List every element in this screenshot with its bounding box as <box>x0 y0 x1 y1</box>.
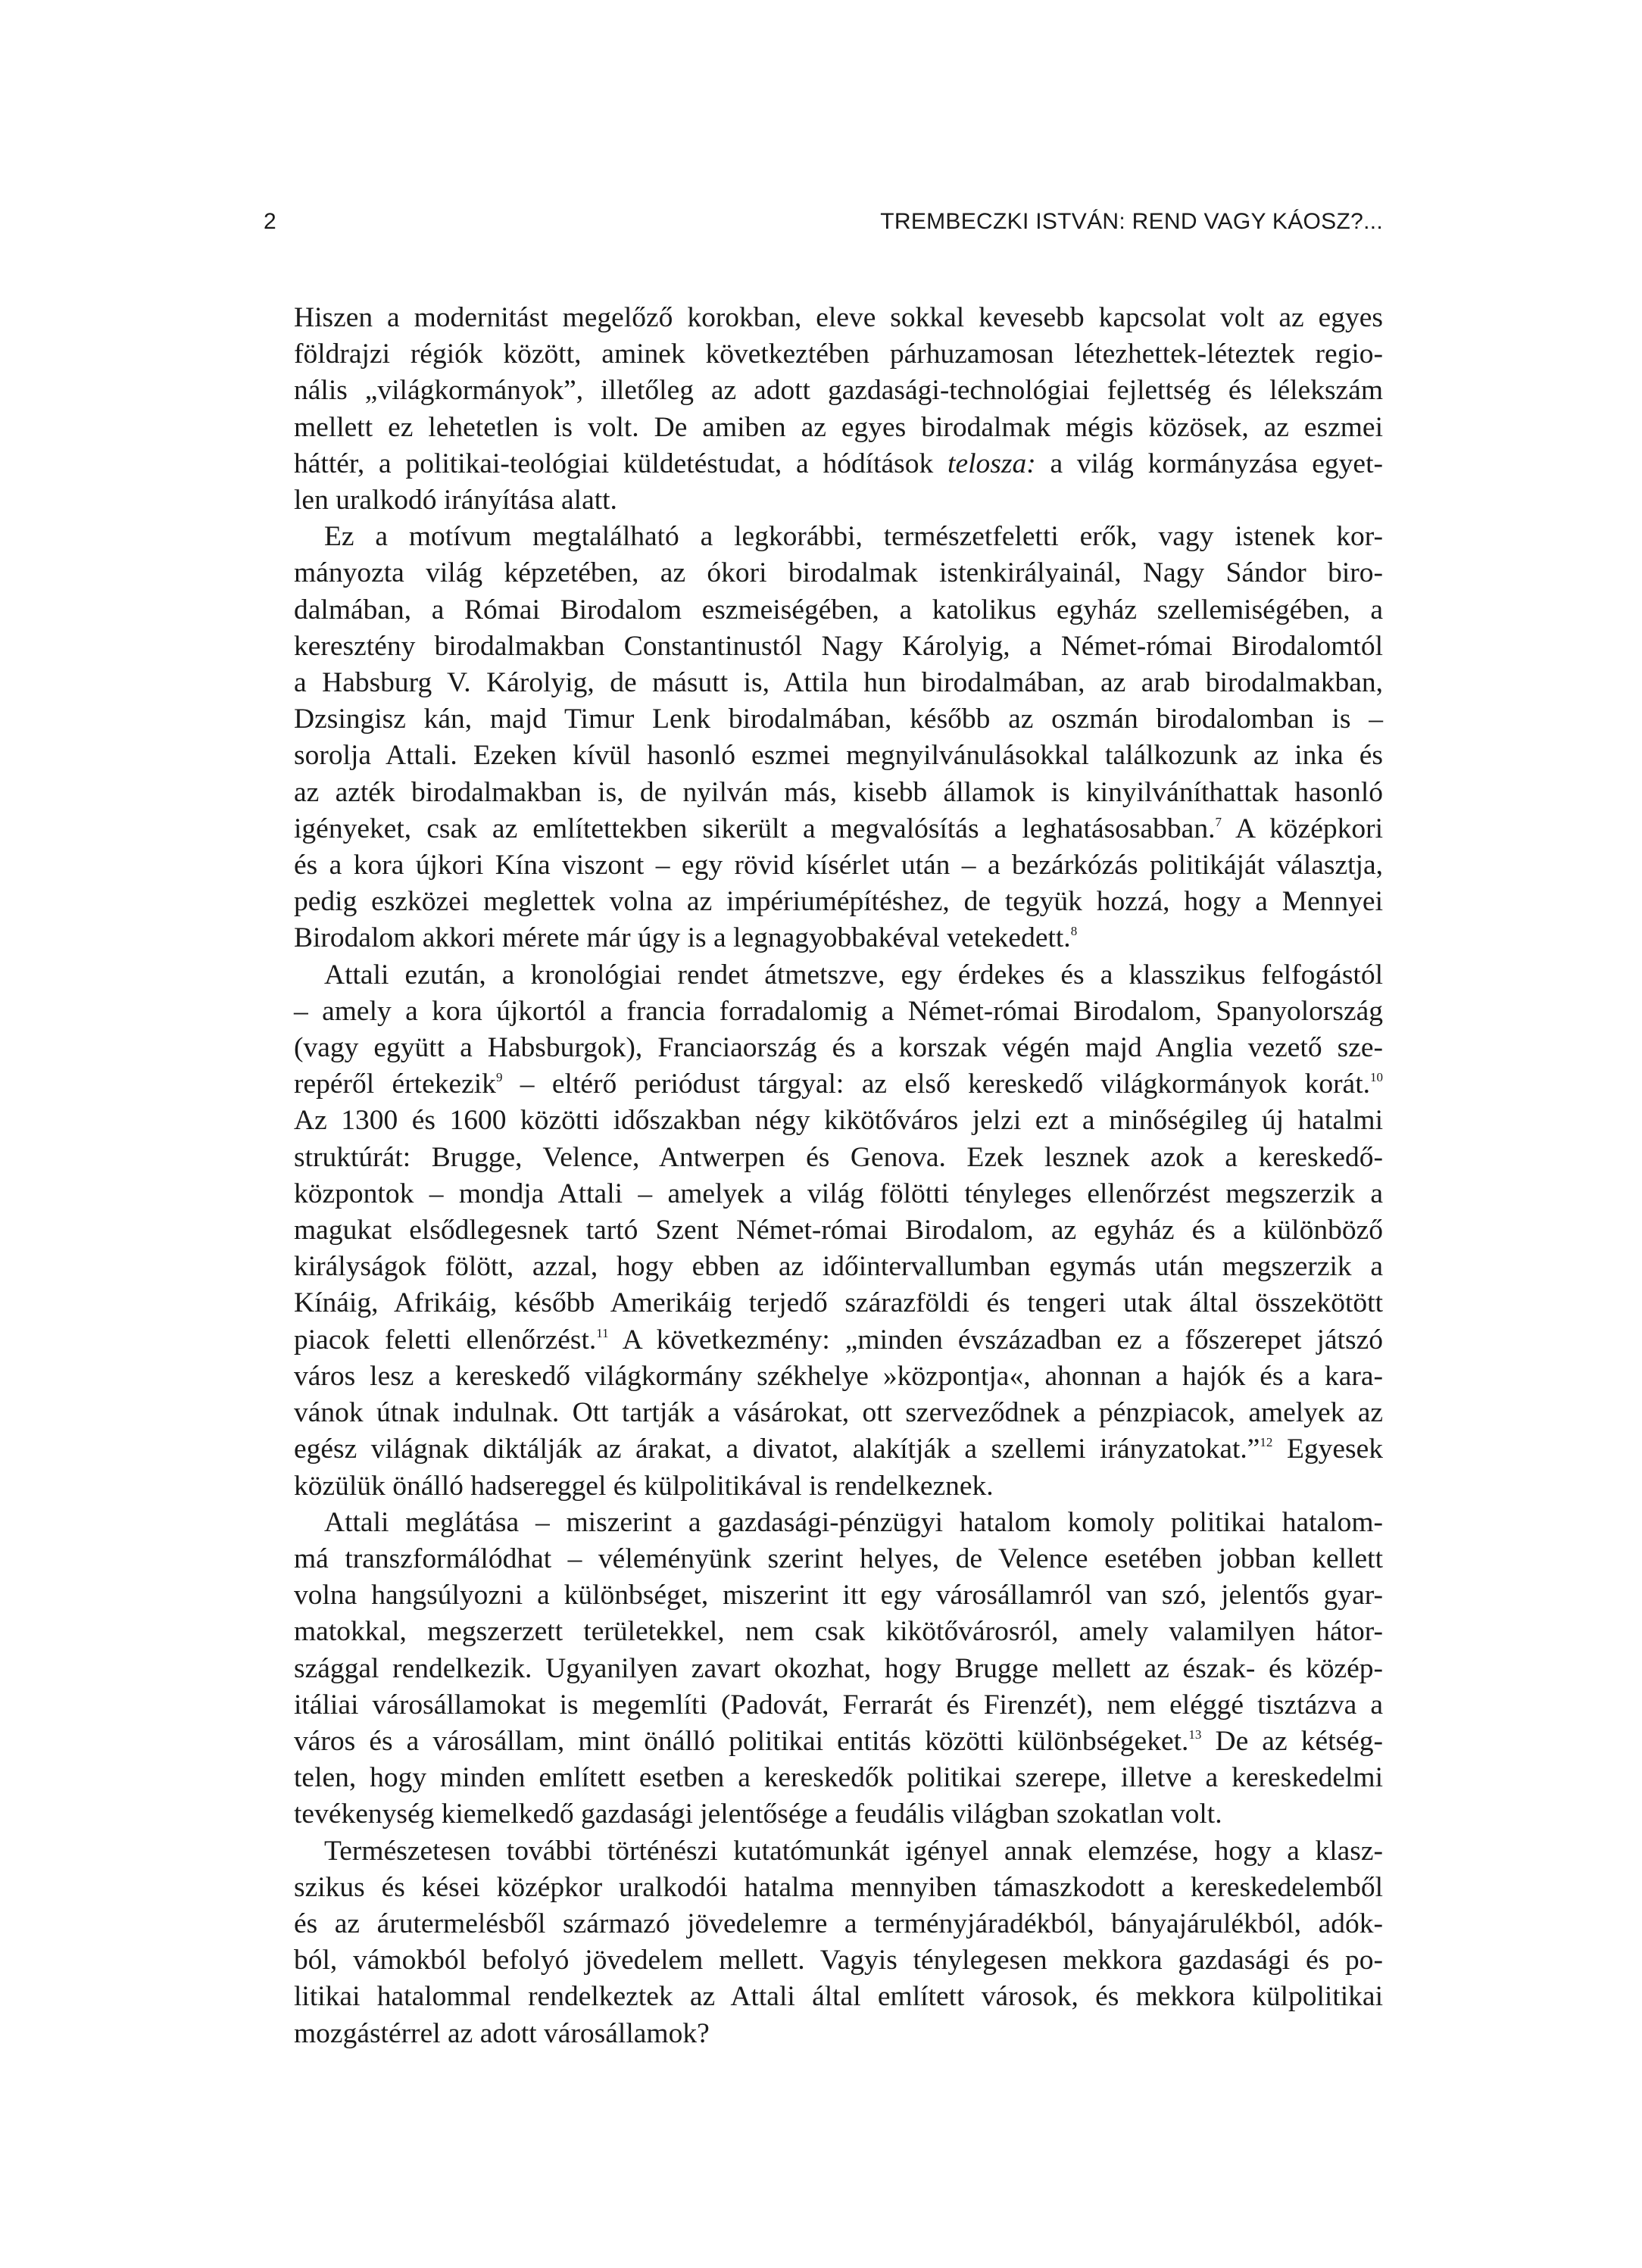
paragraph-1 <box>264 300 1383 519</box>
text-line: város lesz a kereskedő világkormány székhelye »központja«, ahonnan a hajók és a kara- <box>294 1360 1383 1392</box>
text-line: keresztény birodalmakban Constantinustól Nagy Károlyig, a Német-római Birodalomtól <box>294 630 1383 662</box>
text-line: len uralkodó irányítása alatt. <box>294 485 617 516</box>
text-line: tevékenység kiemelkedő gazdasági jelentősége a feudális világban szokatlan volt. <box>294 1798 1222 1830</box>
text-line: város és a városállam, mint önálló politikai entitás közötti különbségeket.$^{13}$ De az kétség- <box>294 1725 1383 1757</box>
text-line: az azték birodalmakban is, de nyilván más, kisebb államok is kinyilváníthattak hasonló <box>294 776 1383 808</box>
text-line: Hiszen a modernitást megelőző korokban, eleve sokkal kevesebb kapcsolat volt az egyes <box>294 302 1383 333</box>
footnote-ref: 7 <box>1215 814 1222 829</box>
text-line: dalmában, a Római Birodalom eszmeiségében, a katolikus egyház szellemiségében, a <box>294 594 1383 625</box>
text-line: a Habsburg V. Károlyig, de másutt is, Attila hun birodalmában, az arab birodalmakban, <box>294 667 1383 699</box>
text-line: má transzformálódhat – véleményünk szerint helyes, de Velence esetében jobban kellett <box>294 1543 1383 1574</box>
text-line: mányozta világ képzetében, az ókori birodalmak istenkirályainál, Nagy Sándor biro- <box>294 557 1383 589</box>
page-number: 2 <box>264 209 276 234</box>
text-line: szikus és kései középkor uralkodói hatalma mennyiben támaszkodott a kereskedelemből <box>294 1871 1383 1903</box>
running-head: TREMBECZKI ISTVÁN: REND VAGY KÁOSZ?... <box>880 209 1383 234</box>
text-line: ból, vámokból befolyó jövedelem mellett. Vagyis ténylegesen mekkora gazdasági és po- <box>294 1945 1383 1976</box>
text-line: piacok feletti ellenőrzést.$^{11}$ A következmény: „minden évszázadban ez a főszerepet játszó <box>294 1324 1383 1355</box>
text-line: közülük önálló hadsereggel és külpolitikával is rendelkeznek. <box>294 1470 994 1502</box>
text-line: Dzsingisz kán, majd Timur Lenk birodalmában, később az oszmán birodalomban is – <box>294 703 1383 735</box>
text-line: központok – mondja Attali – amelyek a világ fölötti tényleges ellenőrzést megszerzik a <box>294 1178 1383 1209</box>
text-line: repéről értekezik$^9$ – eltérő periódust tárgyal: az első kereskedő világkormányok korát.$^{10}$ <box>294 1068 1383 1100</box>
text-line: (vagy együtt a Habsburgok), Franciaország és a korszak végén majd Anglia vezető sze- <box>294 1032 1383 1064</box>
text-line: volna hangsúlyozni a különbséget, miszerint itt egy városállamról van szó, jelentős gyar- <box>294 1580 1383 1611</box>
text-line: Az 1300 és 1600 közötti időszakban négy kikötőváros jelzi ezt a minőségileg új hatalmi <box>294 1105 1383 1137</box>
paragraph-5 <box>264 1833 1383 2052</box>
text-line: mellett ez lehetetlen is volt. De amiben az egyes birodalmak mégis közösek, az eszmei <box>294 411 1383 443</box>
text-line: királyságok fölött, azzal, hogy ebben az időintervallumban egymás után megszerzik a <box>294 1251 1383 1283</box>
text-line: földrajzi régiók között, aminek következtében párhuzamosan létezhettek-léteztek regio- <box>294 338 1383 370</box>
footnote-ref: 12 <box>1260 1435 1273 1450</box>
text-line: vánok útnak indulnak. Ott tartják a vásárokat, ott szerveződnek a pénzpiacok, amelyek az <box>294 1397 1383 1429</box>
footnote-ref: 11 <box>596 1325 609 1340</box>
text-line: Ez a motívum megtalálható a legkorábbi, természetfeletti erők, vagy istenek kor- <box>324 521 1383 553</box>
text-line: Birodalom akkori mérete már úgy is a legnagyobbakéval vetekedett.$^8$ <box>294 922 1078 954</box>
text-line: struktúrát: Brugge, Velence, Antwerpen és Genova. Ezek lesznek azok a kereskedő- <box>294 1141 1383 1173</box>
text-line: és az árutermelésből származó jövedelemre a terményjáradékból, bányajárulékból, adók- <box>294 1908 1383 1939</box>
paragraph-2 <box>264 519 1383 956</box>
text-line: és a kora újkori Kína viszont – egy rövid kísérlet után – a bezárkózás politikáját választja, <box>294 850 1383 881</box>
italic-term: telosza: <box>947 448 1036 479</box>
text-line: litikai hatalommal rendelkeztek az Attali által említett városok, és mekkora külpolitikai <box>294 1981 1383 2013</box>
text-line: matokkal, megszerzett területekkel, nem csak kikötővárosról, amely valamilyen hátor- <box>294 1616 1383 1648</box>
text-line: háttér, a politikai-teológiai küldetéstudat, a hódítások telosza: a világ kormányzása egyet- <box>294 448 1383 479</box>
footnote-ref: 10 <box>1370 1070 1383 1085</box>
text-line: mozgástérrel az adott városállamok? <box>294 2017 710 2049</box>
footnote-ref: 9 <box>495 1070 503 1085</box>
text-line: telen, hogy minden említett esetben a kereskedők politikai szerepe, illetve a kereskedelmi <box>294 1762 1383 1794</box>
text-line: nális „világkormányok”, illetőleg az adott gazdasági-technológiai fejlettség és lélekszám <box>294 375 1383 407</box>
paragraph-4 <box>264 1505 1383 1833</box>
text-line: igényeket, csak az említettekben sikerült a megvalósítás a leghatásosabban.$^7$ A középkori <box>294 813 1384 844</box>
text-line: magukat elsődlegesnek tartó Szent Német-római Birodalom, az egyház és a különböző <box>294 1215 1383 1246</box>
text-line: Attali ezután, a kronológiai rendet átmetszve, egy érdekes és a klasszikus felfogástól <box>324 959 1383 990</box>
text-line: pedig eszközei meglettek volna az impériumépítéshez, de tegyük hozzá, hogy a Mennyei <box>294 886 1383 918</box>
text-line: szággal rendelkezik. Ugyanilyen zavart okozhat, hogy Brugge mellett az észak- és közép- <box>294 1652 1383 1684</box>
text-line: Természetesen további történészi kutatómunkát igényel annak elemzése, hogy a klasz- <box>324 1835 1383 1867</box>
text-line: sorolja Attali. Ezeken kívül hasonló eszmei megnyilvánulásokkal találkozunk az inka és <box>294 740 1383 772</box>
paragraph-3 <box>264 957 1383 1505</box>
footnote-ref: 8 <box>1070 924 1078 939</box>
text-line: – amely a kora újkortól a francia forradalomig a Német-római Birodalom, Spanyolország <box>294 995 1383 1027</box>
body-text <box>264 300 1383 2052</box>
text-line: Attali meglátása – miszerint a gazdasági-pénzügyi hatalom komoly politikai hatalom- <box>324 1506 1383 1538</box>
text-line: egész világnak diktálják az árakat, a divatot, alakítják a szellemi irányzatokat.”$^{12}$ Egyesek <box>294 1433 1383 1465</box>
footnote-ref: 13 <box>1188 1727 1202 1742</box>
text-line: itáliai városállamokat is megemlíti (Padovát, Ferrarát és Firenzét), nem eléggé tisztázva a <box>294 1689 1383 1720</box>
text-line: Kínáig, Afrikáig, később Amerikáig terjedő szárazföldi és tengeri utak által összekötött <box>294 1287 1383 1319</box>
page-header <box>264 203 1383 241</box>
